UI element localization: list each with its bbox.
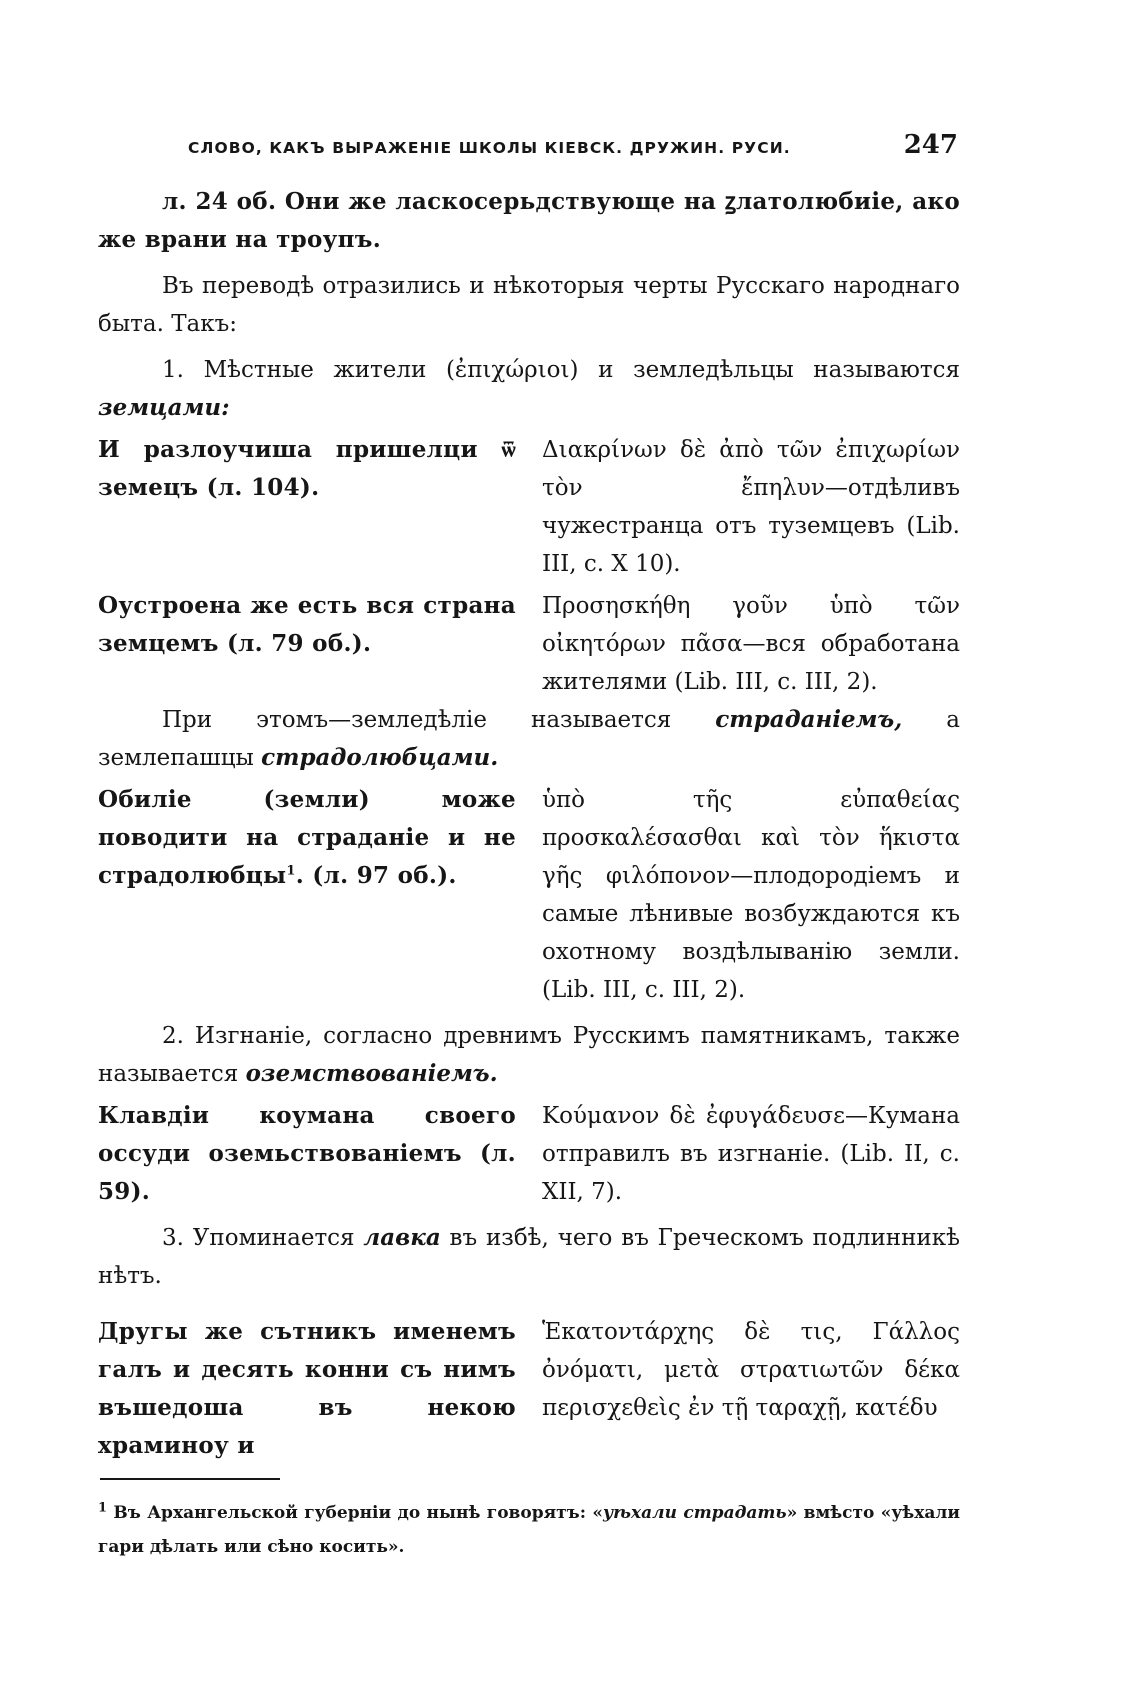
page-body: [98, 183, 960, 1465]
term-stradanie: страданіемъ,: [715, 706, 903, 733]
footnote-text-end: » вмѣсто «уѣхали гари дѣлать или сѣно косить».: [98, 1503, 960, 1557]
footnote-term: уѣхали страдать: [603, 1503, 787, 1523]
pair-c-slavonic: [98, 781, 516, 1009]
page-header: [188, 130, 958, 170]
parallel-pair-d: [98, 1097, 960, 1211]
pair-e-slavonic: Другы же сътникъ именемъ галъ и десять конни съ нимъ въшедоша въ некою храминоу и: [98, 1318, 516, 1459]
footnote-mark: 1: [98, 1500, 108, 1516]
pair-a-slavonic: И разлоучиша пришелци ѿ земецъ (л. 104).: [98, 436, 516, 501]
term-stradolyubtsy: страдолюбцами.: [261, 744, 499, 771]
paragraph-intro: Въ переводѣ отразились и нѣкоторыя черты Русскаго народнаго быта. Такъ:: [98, 273, 960, 337]
point-3-text-end: въ избѣ, чего въ Греческомъ подлинникѣ нѣтъ.: [98, 1225, 961, 1289]
point-3-text: 3. Упоминается: [162, 1225, 364, 1251]
point-2-text: 2. Изгнаніе, согласно древнимъ Русскимъ памятникамъ, также называется: [98, 1023, 960, 1087]
pair-c-greek: ὑπὸ τῆς εὐπαθείας προσκαλέσασθαι καὶ τὸν ἥκιστα γῆς φιλόπονον—плодородіемъ и самые лѣнивые возбуждаются къ охотному воздѣлыванію земли. (Lib. III, c. III, 2).: [542, 787, 960, 1003]
pair-c-slavonic-text: Обиліе (земли) може поводити на страданіе и не страдолюбцы: [98, 786, 516, 889]
pair-d-greek: Κούμανον δὲ ἐφυγάδευσε—Кумана отправилъ въ изгнаніе. (Lib. II, c. XII, 7).: [542, 1103, 960, 1205]
pair-e-greek: Ἑκατοντάρχης δὲ τις, Γάλλος ὀνόματι, μετὰ στρατιωτῶν δέκα περισχεθεὶς ἐν τῇ ταραχῇ, κατέδυ: [542, 1319, 960, 1421]
term-ozemstvovanie: оземствованіемъ.: [245, 1060, 498, 1087]
running-title: СЛОВО, КАКЪ ВЫРАЖЕНІЕ ШКОЛЫ КІЕВСК. ДРУЖИН. РУСИ.: [188, 139, 791, 157]
pair-d-slavonic: Клавдіи коумана своего оссуди оземьствованіемъ (л. 59).: [98, 1102, 516, 1205]
term-lavka: лавка: [363, 1224, 441, 1251]
parallel-pair-e: [98, 1313, 960, 1465]
point-1-text: 1. Мѣстные жители (ἐπιχώριοι) и земледѣльцы называются: [162, 357, 960, 383]
pair-b-slavonic: Оустроена же есть вся страна земцемъ (л. 79 об.).: [98, 592, 516, 657]
paragraph-point-2: [98, 1017, 960, 1093]
paragraph-point-3: [98, 1219, 960, 1295]
footnote-reference: 1: [286, 863, 296, 879]
pair-b-greek: Προσησκήθη γοῦν ὑπὸ τῶν οἰκητόρων πᾶσα—вся обработана жителями (Lib. III, c. III, 2).: [542, 593, 960, 695]
paragraph-stradanie: [98, 701, 960, 777]
parallel-pair-a: [98, 431, 960, 583]
stradanie-text: При этомъ—земледѣліе называется: [162, 707, 716, 733]
stradanie-mid: а землепашцы: [98, 707, 960, 771]
term-zemtsy: земцами:: [98, 394, 230, 421]
footnote-divider: [100, 1478, 280, 1480]
parallel-pair-c: [98, 781, 960, 1009]
page-number: 247: [903, 130, 958, 160]
paragraph-quote-continuation: л. 24 об. Они же ласкосерьдствующе на ꙁлатолюбиіе, ако же врани на троупъ.: [98, 188, 960, 253]
parallel-pair-b: [98, 587, 960, 701]
footnote-text: Въ Архангельской губерніи до нынѣ говорятъ: «: [107, 1503, 603, 1523]
pair-a-greek: Διακρίνων δὲ ἀπὸ τῶν ἐπιχωρίων τὸν ἔπηλυν—отдѣливъ чужестранца отъ туземцевъ (Lib. III, c. X 10).: [542, 437, 960, 577]
footnote: [98, 1496, 960, 1564]
pair-c-slavonic-end: . (л. 97 об.).: [295, 862, 457, 889]
paragraph-point-1: [98, 351, 960, 427]
